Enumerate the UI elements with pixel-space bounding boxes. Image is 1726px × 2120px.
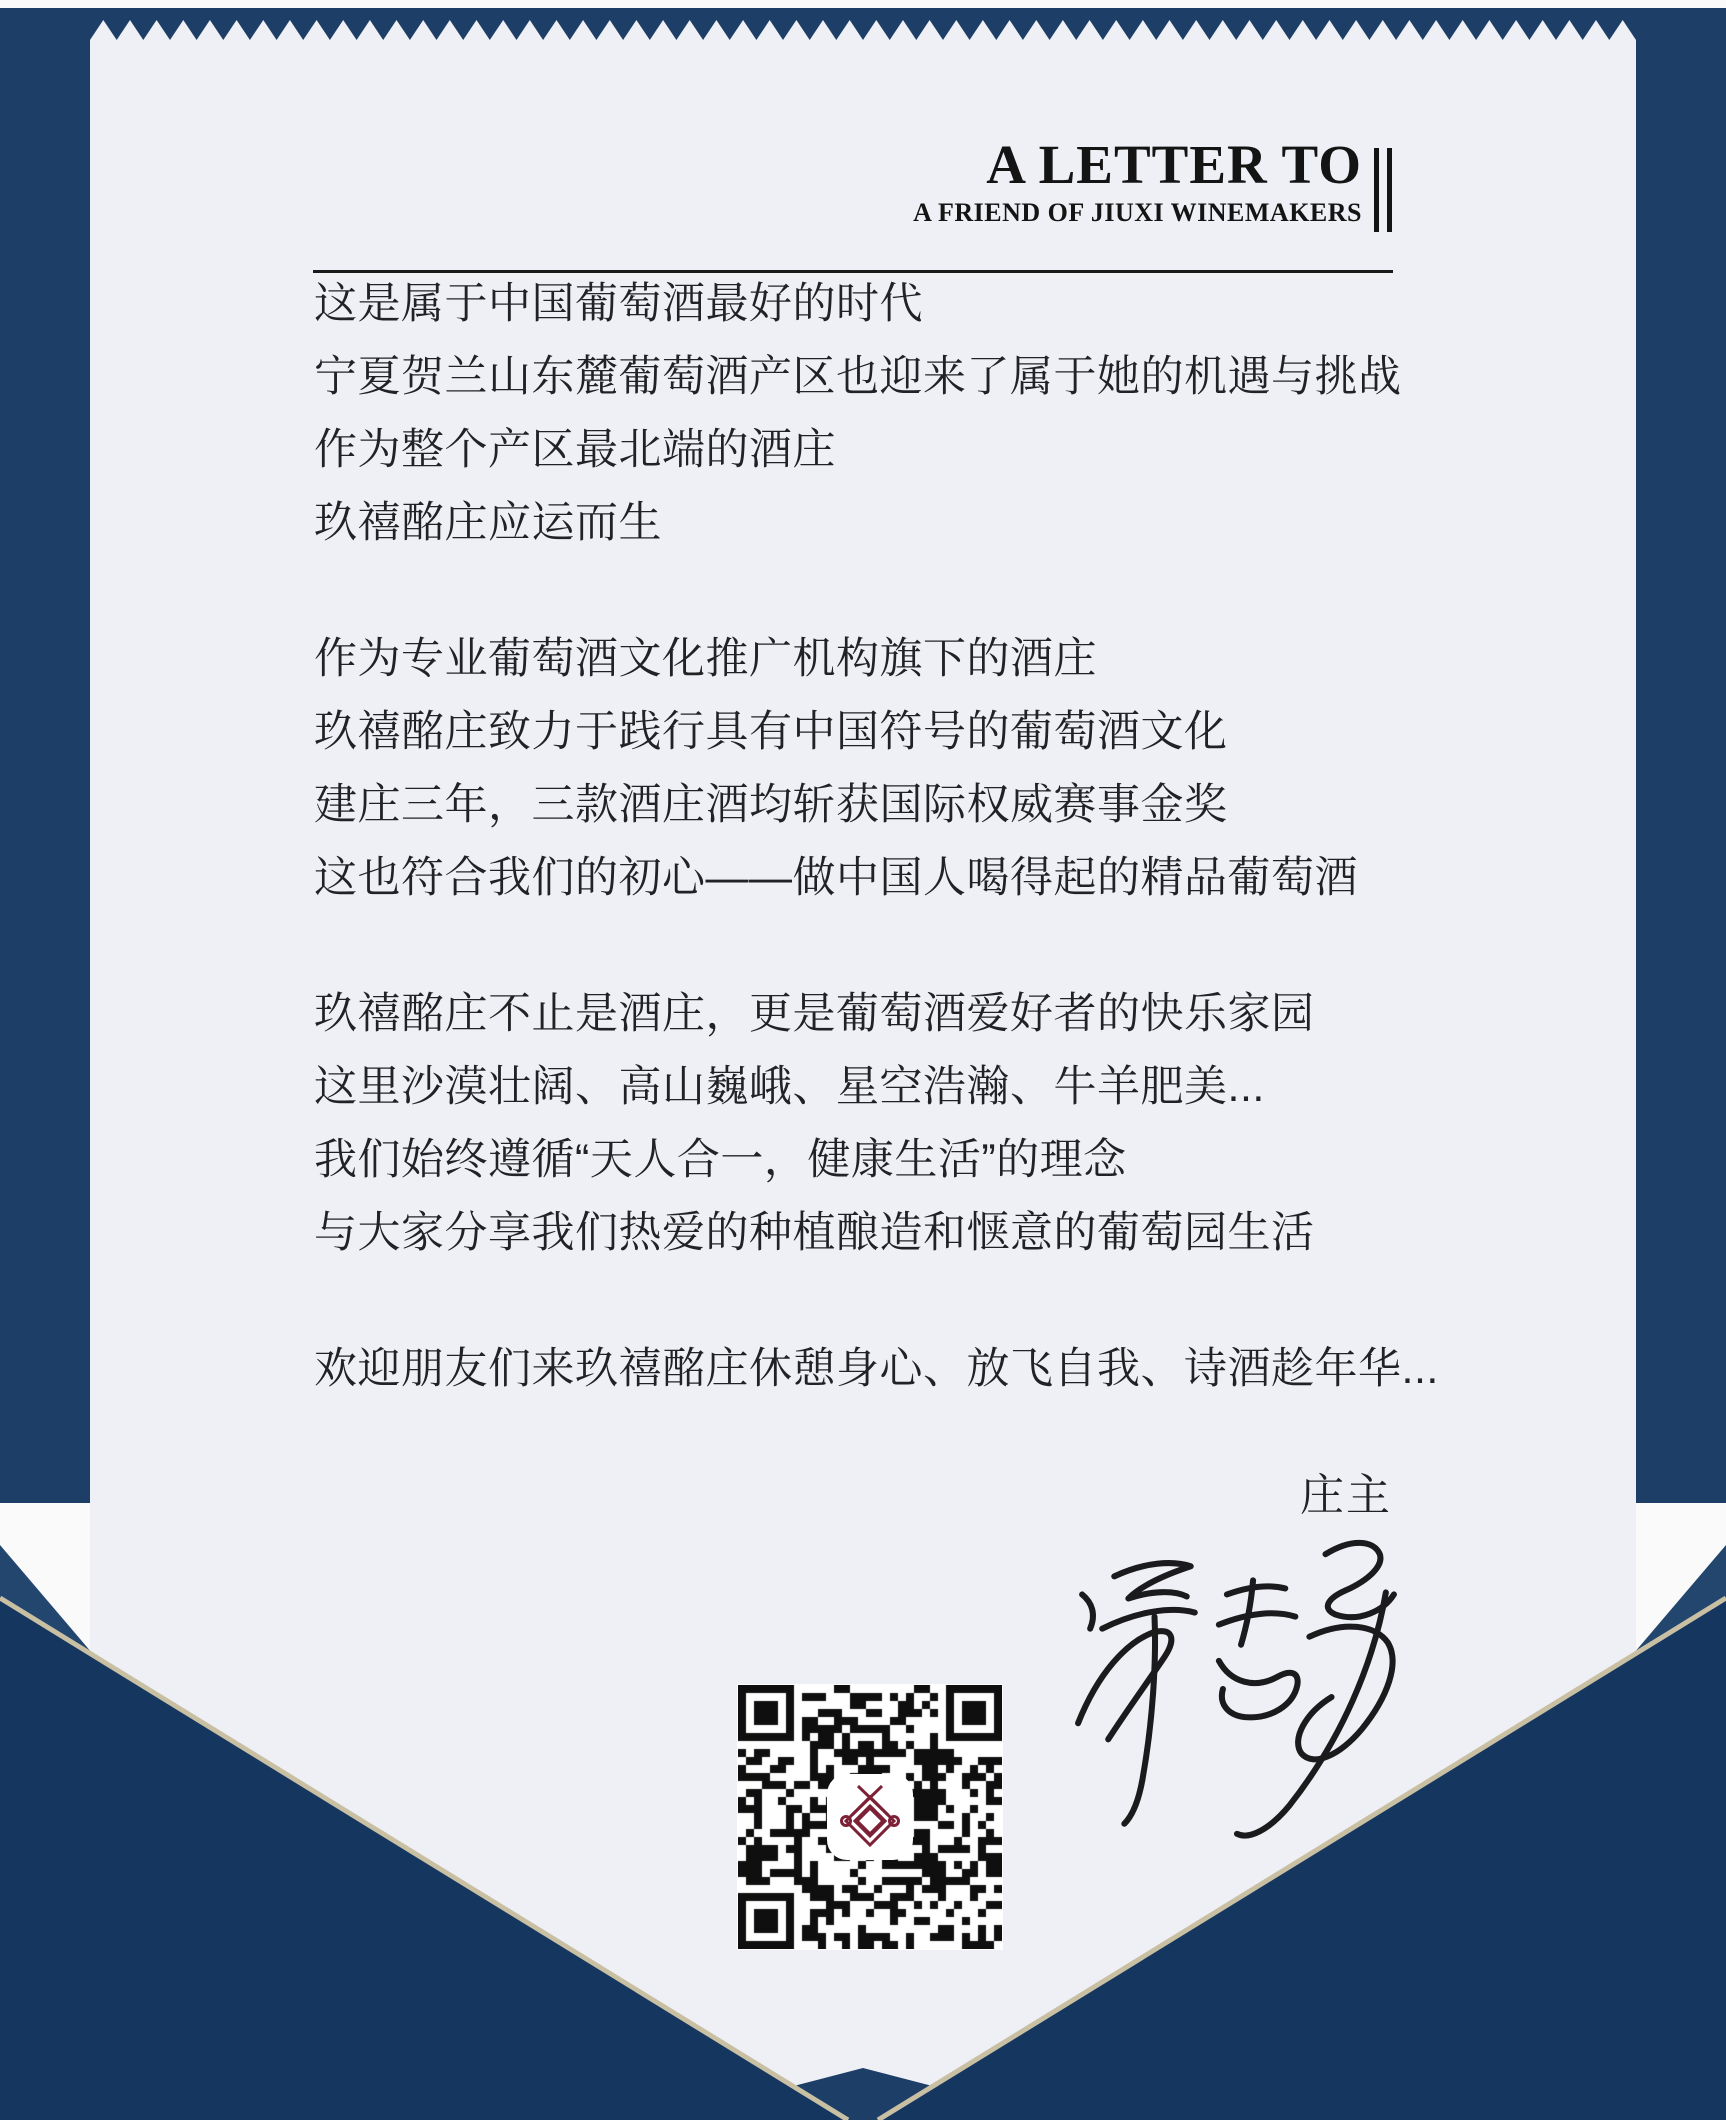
bar-left [1374, 148, 1379, 232]
letter-line: 与大家分享我们热爱的种植酿造和惬意的葡萄园生活 [314, 1209, 1315, 1257]
double-vertical-bars-icon [1374, 148, 1394, 232]
letter-line: 宁夏贺兰山东麓葡萄酒产区也迎来了属于她的机遇与挑战 [314, 353, 1402, 401]
owner-signature [1068, 1532, 1410, 1844]
letter-body [314, 268, 1439, 1469]
letter-subtitle: A FRIEND OF JIUXI WINEMAKERS [913, 198, 1362, 227]
letter-line: 这是属于中国葡萄酒最好的时代 [314, 280, 923, 328]
letter-line: 建庄三年，三款酒庄酒均斩获国际权威赛事金奖 [314, 781, 1228, 829]
paragraph [314, 1333, 1439, 1406]
letter-line: 玖禧酩庄应运而生 [314, 499, 662, 547]
letter-line: 玖禧酩庄不止是酒庄，更是葡萄酒爱好者的快乐家园 [314, 990, 1315, 1038]
paragraph [314, 623, 1424, 915]
letter-line: 玖禧酩庄致力于践行具有中国符号的葡萄酒文化 [314, 708, 1228, 756]
letter-line: 我们始终遵循“天人合一，健康生活”的理念 [314, 1136, 1127, 1184]
letter-line: 这也符合我们的初心——做中国人喝得起的精品葡萄酒 [314, 854, 1358, 902]
letter-header [560, 136, 1362, 228]
paragraph [314, 978, 1424, 1270]
jiuxi-diamond-logo-icon [827, 1774, 913, 1860]
signoff-label: 庄主 [1300, 1471, 1392, 1520]
letter-line: 欢迎朋友们来玖禧酩庄休憩身心、放飞自我、诗酒趁年华... [314, 1345, 1439, 1393]
letter-line: 作为专业葡萄酒文化推广机构旗下的酒庄 [314, 635, 1097, 683]
paragraph [314, 268, 1424, 560]
letter-title: A LETTER TO [986, 134, 1362, 195]
wechat-qr-code [737, 1684, 1003, 1950]
bar-right [1387, 148, 1392, 232]
letter-line: 这里沙漠壮阔、高山巍峨、星空浩瀚、牛羊肥美... [314, 1063, 1265, 1111]
letter-line: 作为整个产区最北端的酒庄 [314, 426, 836, 474]
